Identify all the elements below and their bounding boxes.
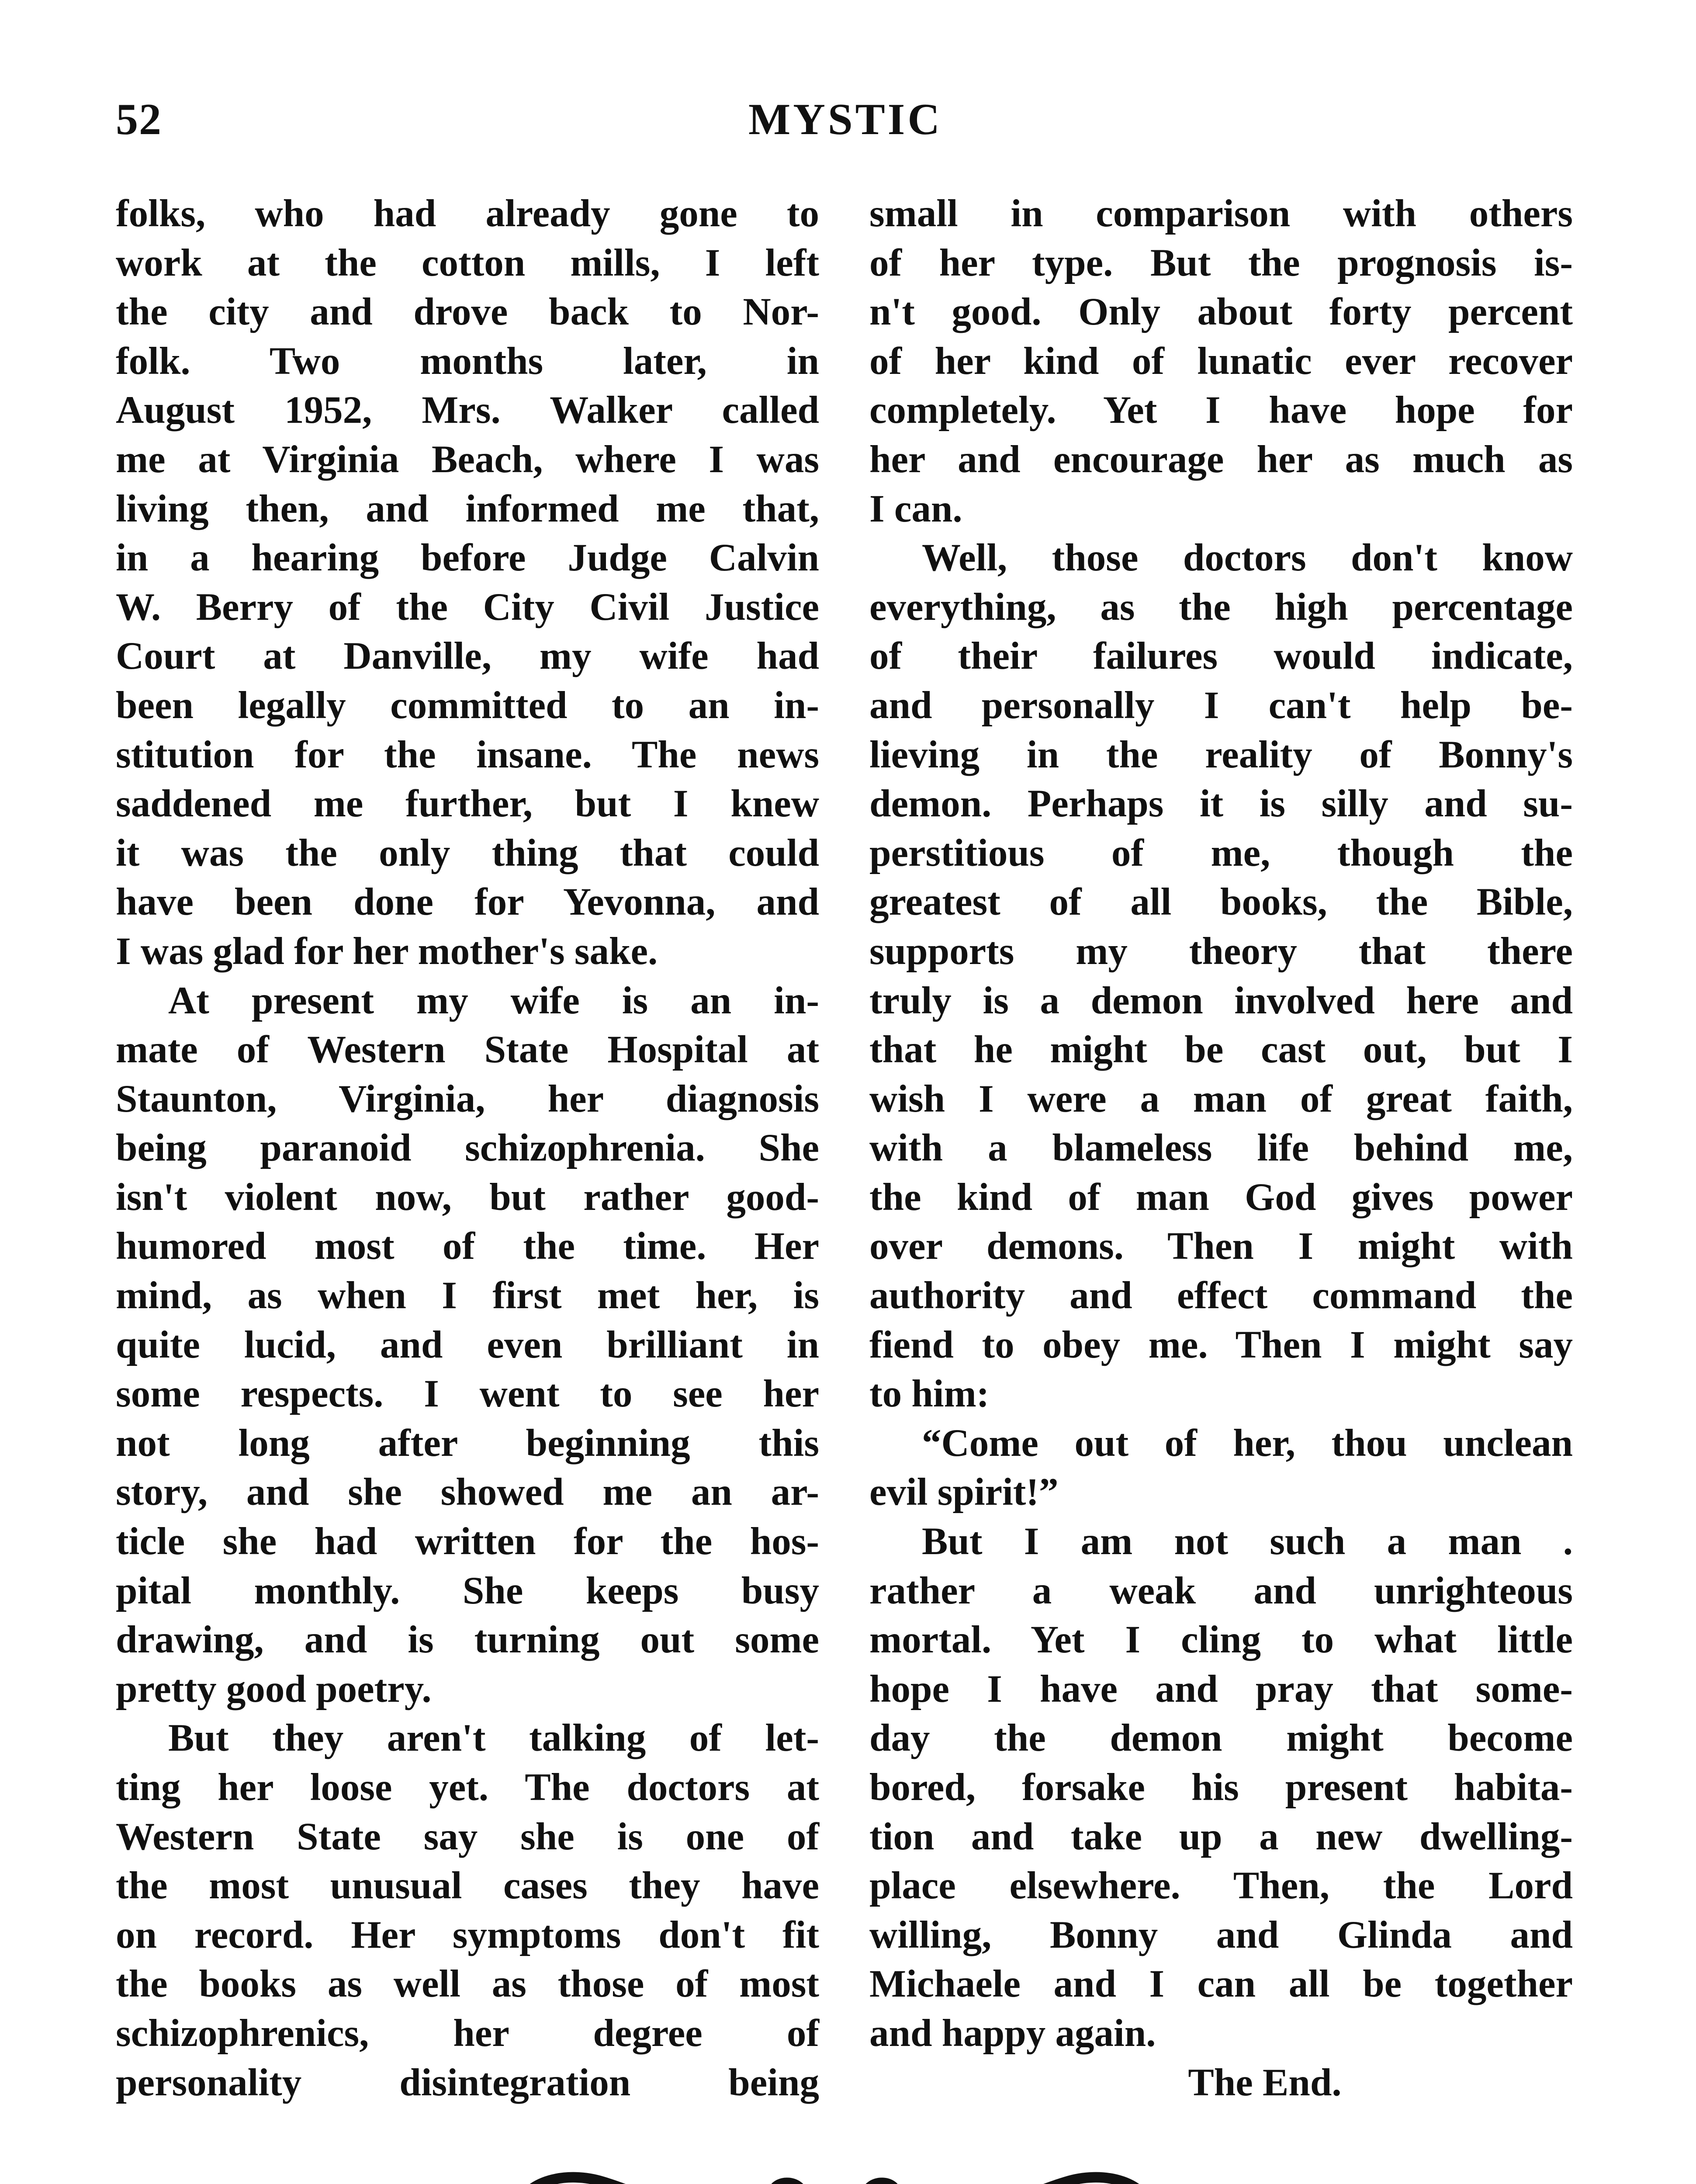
text-line: everything, as the high percentage (869, 585, 1573, 629)
text-line: lieving in the reality of Bonny's (869, 733, 1573, 776)
text-line: n't good. Only about forty percent (869, 290, 1573, 334)
text-line: me at Virginia Beach, where I was (116, 438, 819, 481)
text-line: of her type. But the prognosis is- (869, 241, 1573, 284)
text-line: greatest of all books, the Bible, (869, 881, 1573, 924)
running-head: MYSTIC (748, 95, 943, 144)
text-line: small in comparison with others (869, 192, 1573, 235)
text-line: Well, those doctors don't know (922, 536, 1573, 580)
text-line: have been done for Yevonna, and (116, 881, 819, 924)
left-column (116, 189, 819, 2107)
text-line: “Come out of her, thou unclean (922, 1421, 1573, 1465)
text-line: folk. Two months later, in (116, 339, 819, 383)
text-line: of her kind of lunatic ever recover (869, 339, 1573, 383)
text-line: W. Berry of the City Civil Justice (116, 585, 819, 629)
text-line: stitution for the insane. The news (116, 733, 819, 776)
text-line: authority and effect command the (869, 1274, 1573, 1317)
text-line: with a blameless life behind me, (869, 1127, 1573, 1170)
text-line: hope I have and pray that some- (869, 1667, 1573, 1711)
text-line: fiend to obey me. Then I might say (869, 1323, 1573, 1366)
text-line: in a hearing before Judge Calvin (116, 536, 819, 580)
text-line: August 1952, Mrs. Walker called (116, 389, 819, 432)
text-line: the most unusual cases they have (116, 1864, 819, 1908)
text-line: willing, Bonny and Glinda and (869, 1913, 1573, 1956)
text-line: place elsewhere. Then, the Lord (869, 1864, 1573, 1908)
text-line: ticle she had written for the hos- (116, 1520, 819, 1563)
text-line: mind, as when I first met her, is (116, 1274, 819, 1317)
text-line: truly is a demon involved here and (869, 979, 1573, 1022)
text-line: the books as well as those of most (116, 1963, 819, 2006)
text-line: folks, who had already gone to (116, 192, 819, 235)
text-line: rather a weak and unrighteous (869, 1569, 1573, 1612)
text-line: bored, forsake his present habita- (869, 1766, 1573, 1809)
text-line: mortal. Yet I cling to what little (869, 1618, 1573, 1662)
text-line: supports my theory that there (869, 930, 1573, 973)
text-line: being paranoid schizophrenia. She (116, 1127, 819, 1170)
text-line: demon. Perhaps it is silly and su- (869, 782, 1573, 826)
text-line: evil spirit!” (869, 1471, 1059, 1514)
text-line: I can. (869, 487, 962, 530)
text-line: Michaele and I can all be together (869, 1963, 1573, 2006)
text-line: mate of Western State Hospital at (116, 1028, 819, 1071)
text-line: tion and take up a new dwelling- (869, 1815, 1573, 1858)
text-line: schizophrenics, her degree of (116, 2011, 819, 2055)
text-line: humored most of the time. Her (116, 1225, 819, 1268)
text-line: saddened me further, but I knew (116, 782, 819, 826)
text-line: on record. Her symptoms don't fit (116, 1913, 819, 1956)
page-header (116, 94, 1575, 159)
text-line: Staunton, Virginia, her diagnosis (116, 1077, 819, 1120)
text-line: day the demon might become (869, 1717, 1573, 1760)
text-line: living then, and informed me that, (116, 487, 819, 530)
page-number: 52 (116, 95, 162, 144)
the-end-label: The End. (1188, 2061, 1342, 2104)
text-line: and personally I can't help be- (869, 684, 1573, 727)
text-line: some respects. I went to see her (116, 1372, 819, 1416)
text-line: to him: (869, 1372, 990, 1416)
text-line: been legally committed to an in- (116, 684, 819, 727)
text-line: perstitious of me, though the (869, 831, 1573, 874)
text-line: work at the cotton mills, I left (116, 241, 819, 284)
text-line: I was glad for her mother's sake. (116, 930, 658, 973)
text-line: quite lucid, and even brilliant in (116, 1323, 819, 1366)
text-line: that he might be cast out, but I (869, 1028, 1573, 1071)
text-line: At present my wife is an in- (168, 979, 819, 1022)
text-line: over demons. Then I might with (869, 1225, 1573, 1268)
text-line: ting her loose yet. The doctors at (116, 1766, 819, 1809)
text-line: wish I were a man of great faith, (869, 1077, 1573, 1120)
text-line: not long after beginning this (116, 1421, 819, 1465)
text-line: of their failures would indicate, (869, 635, 1573, 678)
text-line: and happy again. (869, 2011, 1156, 2055)
text-line: completely. Yet I have hope for (869, 389, 1573, 432)
right-column (869, 189, 1573, 2107)
text-line: the kind of man God gives power (869, 1175, 1573, 1219)
text-line: isn't violent now, but rather good- (116, 1175, 819, 1219)
text-line: the city and drove back to Nor- (116, 290, 819, 334)
text-line: pital monthly. She keeps busy (116, 1569, 819, 1612)
text-line: But I am not such a man . (922, 1520, 1573, 1563)
text-line: Court at Danville, my wife had (116, 635, 819, 678)
text-line: her and encourage her as much as (869, 438, 1573, 481)
text-line: story, and she showed me an ar- (116, 1471, 819, 1514)
text-line: drawing, and is turning out some (116, 1618, 819, 1662)
text-line: But they aren't talking of let- (168, 1717, 819, 1760)
scroll-flourish-icon (502, 2153, 1166, 2184)
text-line: it was the only thing that could (116, 831, 819, 874)
text-line: Western State say she is one of (116, 1815, 819, 1858)
text-line: personality disintegration being (116, 2061, 819, 2104)
text-line: pretty good poetry. (116, 1667, 432, 1711)
